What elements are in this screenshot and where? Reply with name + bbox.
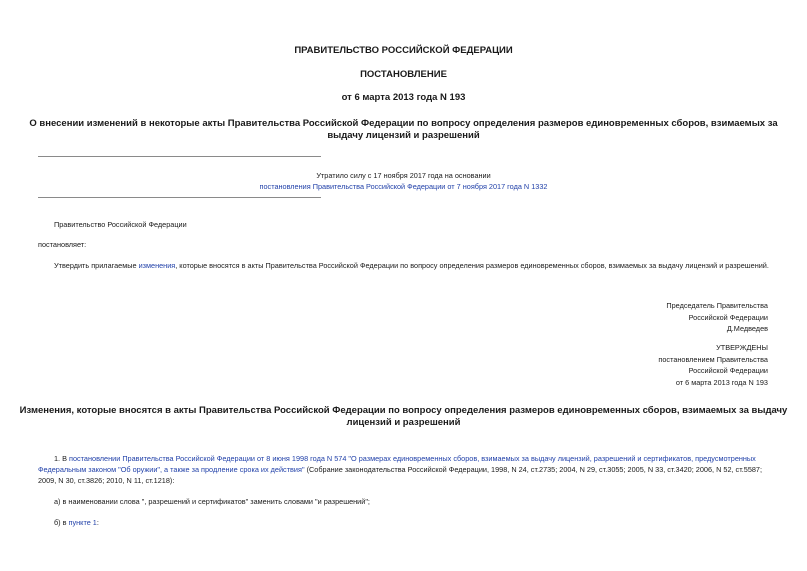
signature-country: Российской Федерации (688, 312, 768, 322)
item-1-number: 1. В (54, 454, 70, 463)
document-title (0, 118, 807, 142)
repeal-note-link[interactable]: постановления Правительства Российской Федерации от 7 ноября 2017 года N 1332 (259, 182, 548, 191)
government-name: Правительство Российской Федерации (54, 220, 187, 229)
signature-block (666, 300, 768, 335)
item-b-suffix: : (96, 518, 99, 527)
approved-heading: УТВЕРЖДЕНЫ (716, 343, 768, 352)
changes-title-line-2: лицензий и разрешений (346, 417, 461, 428)
point-1-link[interactable]: пункте 1 (68, 518, 97, 527)
document-title-line-1: О внесении изменений в некоторые акты Правительства Российской Федерации по вопросу определения размеров единовременных сборов, взимаемых за (29, 118, 778, 129)
bottom-divider (38, 197, 321, 198)
document-date-number: от 6 марта 2013 года N 193 (341, 92, 466, 103)
changes-title-line-1: Изменения, которые вносятся в акты Правительства Российской Федерации по вопросу определения размеров единовременных сборов, взимаемых за выдачу (19, 405, 788, 416)
item-b-prefix: б) в (54, 518, 69, 527)
changes-title (0, 405, 807, 429)
changes-link[interactable]: изменения (138, 261, 176, 270)
resolution-574-link[interactable]: постановлении Правительства Российской Федерации от 8 июня 1998 года N 574 "О размерах единовременных сборов, взимаемых за выдачу лицензий, разрешений и сертификатов, предусмотренных Федеральным законом "Об оружии", а также за продление срока их действия" (38, 454, 756, 474)
approved-date: от 6 марта 2013 года N 193 (675, 377, 768, 387)
repeal-note-text: Утратило силу с 17 ноября 2017 года на основании (316, 171, 491, 180)
approve-prefix: Утвердить прилагаемые (54, 261, 139, 270)
repeal-note (0, 170, 807, 192)
approved-country: Российской Федерации (688, 366, 768, 375)
approved-by: постановлением Правительства (658, 354, 768, 364)
approved-block (658, 342, 768, 388)
top-divider (38, 156, 321, 157)
signature-name: Д.Медведев (726, 324, 768, 333)
change-item-b (54, 517, 99, 528)
resolves-text: постановляет: (38, 240, 87, 249)
change-item-1 (38, 453, 769, 486)
government-heading: ПРАВИТЕЛЬСТВО РОССИЙСКОЙ ФЕДЕРАЦИИ (294, 45, 513, 56)
approve-paragraph (54, 260, 784, 271)
item-1-source: (Собрание законодательства Российской Федерации, 1998, N 24, ст.2735; 2004, N 29, ст.3055; 2005, N 33, ст.3420; 2006, N 52, ст.5587; 2009, N 30, ст.3826; 2010, N 11, ст.1218): (38, 465, 763, 485)
signature-position: Председатель Правительства (666, 301, 768, 310)
approve-suffix: , которые вносятся в акты Правительства Российской Федерации по вопросу определения размеров единовременных сборов, взимаемых за выдачу лицензий и разрешений. (175, 261, 769, 270)
document-type: ПОСТАНОВЛЕНИЕ (360, 69, 447, 80)
document-title-line-2: выдачу лицензий и разрешений (327, 130, 480, 141)
change-item-a: а) в наименовании слова ", разрешений и сертификатов" заменить словами "и разрешений"; (54, 497, 370, 506)
